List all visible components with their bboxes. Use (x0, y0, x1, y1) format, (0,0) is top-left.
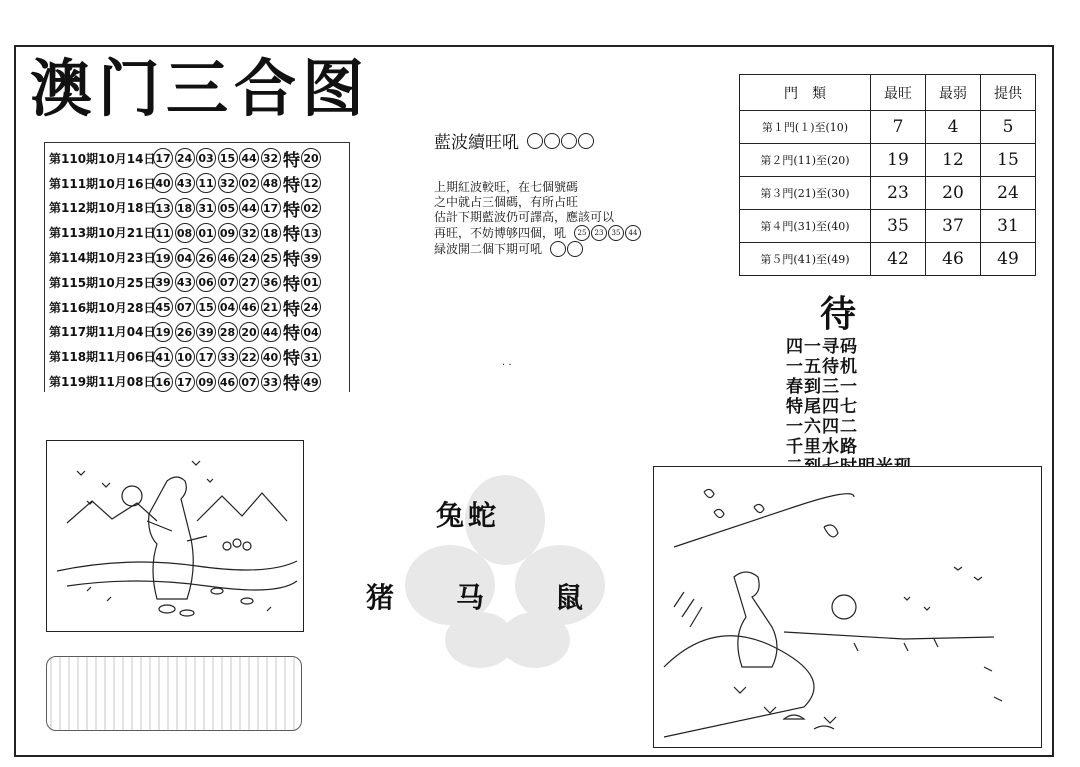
period-label: 第117期11月04日 (49, 325, 156, 340)
scholar-drawing (47, 441, 302, 630)
special-ball: 49 (301, 372, 321, 392)
mini-ball (561, 133, 577, 149)
number-ball: 13 (153, 198, 173, 218)
number-ball: 41 (153, 347, 173, 367)
number-ball: 33 (218, 347, 238, 367)
wave-title: 藍波續旺吼 (434, 133, 519, 153)
door-header-row (740, 75, 1036, 111)
wave-line: 之中就占三個碼，有所占旺 (434, 195, 579, 209)
special-label: 特 (283, 225, 300, 246)
poem-line: 一六四二 (786, 417, 858, 437)
number-ball: 07 (239, 372, 259, 392)
number-ball: 24 (239, 248, 259, 268)
special-ball: 02 (301, 198, 321, 218)
door-max: 42 (871, 243, 926, 276)
number-ball: 10 (175, 347, 195, 367)
number-ball: 05 (218, 198, 238, 218)
number-ball: 43 (175, 173, 195, 193)
history-row (49, 171, 349, 196)
door-offer: 5 (981, 111, 1036, 144)
special-label: 特 (283, 349, 300, 370)
number-ball: 01 (196, 223, 216, 243)
special-label: 特 (283, 374, 300, 395)
special-ball: 20 (301, 148, 321, 168)
door-label: 第２門(11)至(20) (740, 144, 871, 177)
number-ball: 18 (261, 223, 281, 243)
zodiac-horse: 马 (456, 581, 489, 614)
number-ball: 46 (218, 248, 238, 268)
mini-ball (567, 241, 583, 257)
fisherman-illustration (653, 466, 1042, 748)
special-label: 特 (283, 150, 300, 171)
wave-heading-balls (527, 133, 595, 149)
door-min: 4 (926, 111, 981, 144)
wave-line: 估計下期藍波仍可譯高，應該可以 (434, 210, 615, 224)
poem-line: 四一寻码 (786, 337, 858, 357)
door-offer: 49 (981, 243, 1036, 276)
wave-balls (550, 241, 584, 257)
period-label: 第119期11月08日 (49, 375, 156, 390)
door-row (740, 210, 1036, 243)
page-title: 澳门三合图 (30, 52, 371, 125)
door-min: 37 (926, 210, 981, 243)
wave-line: 上期紅波較旺，在七個號碼 (434, 180, 579, 194)
door-label: 第４門(31)至(40) (740, 210, 871, 243)
number-ball: 04 (218, 297, 238, 317)
smudged-note-box (46, 656, 302, 731)
door-max: 23 (871, 177, 926, 210)
number-ball: 17 (261, 198, 281, 218)
number-ball: 32 (239, 223, 259, 243)
door-table (739, 74, 1036, 276)
mini-ball: 44 (625, 225, 641, 241)
history-row (49, 196, 349, 221)
period-label: 第114期10月23日 (49, 251, 156, 266)
special-ball: 12 (301, 173, 321, 193)
poem-title: 待 (820, 293, 857, 335)
number-ball: 43 (175, 272, 195, 292)
number-ball: 32 (218, 173, 238, 193)
number-ball: 19 (153, 248, 173, 268)
number-ball: 07 (218, 272, 238, 292)
special-label: 特 (283, 175, 300, 196)
wave-line: 緑波開二個下期可吼 (434, 241, 543, 256)
zodiac-top: 兔蛇 (436, 499, 501, 532)
flower-watermark (400, 470, 610, 670)
period-label: 第110期10月14日 (49, 151, 156, 166)
door-row (740, 144, 1036, 177)
door-offer: 24 (981, 177, 1036, 210)
number-ball: 11 (196, 173, 216, 193)
number-ball: 17 (175, 372, 195, 392)
mini-ball: 25 (574, 225, 590, 241)
zodiac-rat: 鼠 (555, 581, 588, 614)
history-row (49, 320, 349, 345)
door-header: 最弱 (926, 75, 981, 111)
door-min: 46 (926, 243, 981, 276)
number-ball: 25 (261, 248, 281, 268)
number-ball: 11 (153, 223, 173, 243)
door-min: 12 (926, 144, 981, 177)
wave-balls (574, 225, 642, 241)
number-ball: 36 (261, 272, 281, 292)
number-ball: 44 (239, 198, 259, 218)
poem-line: 特尾四七 (786, 397, 858, 417)
period-label: 第111期10月16日 (49, 176, 156, 191)
number-ball: 18 (175, 198, 195, 218)
wave-line-with-balls (434, 241, 684, 257)
door-max: 35 (871, 210, 926, 243)
number-ball: 02 (239, 173, 259, 193)
number-ball: 15 (196, 297, 216, 317)
door-header: 提供 (981, 75, 1036, 111)
wave-heading (434, 128, 595, 153)
period-label: 第112期10月18日 (49, 201, 156, 216)
number-ball: 17 (196, 347, 216, 367)
number-ball: 46 (239, 297, 259, 317)
number-ball: 07 (175, 297, 195, 317)
special-label: 特 (283, 250, 300, 271)
door-header: 最旺 (871, 75, 926, 111)
wave-analysis (434, 180, 684, 257)
number-ball: 40 (153, 173, 173, 193)
history-table (44, 142, 350, 395)
mini-ball (544, 133, 560, 149)
period-label: 第118期11月06日 (49, 350, 156, 365)
history-row (49, 146, 349, 171)
door-max: 19 (871, 144, 926, 177)
poem-line: 千里水路 (786, 437, 858, 457)
number-ball: 06 (196, 272, 216, 292)
special-ball: 24 (301, 297, 321, 317)
number-ball: 17 (153, 148, 173, 168)
number-ball: 16 (153, 372, 173, 392)
number-ball: 48 (261, 173, 281, 193)
number-ball: 28 (218, 322, 238, 342)
number-ball: 39 (153, 272, 173, 292)
mini-ball (550, 241, 566, 257)
history-row (49, 369, 349, 394)
door-label: 第５門(41)至(49) (740, 243, 871, 276)
door-row (740, 177, 1036, 210)
wave-line: 再旺，不妨博够四個，吼 (434, 225, 567, 240)
number-ball: 46 (218, 372, 238, 392)
number-ball: 22 (239, 347, 259, 367)
number-ball: 15 (218, 148, 238, 168)
special-label: 特 (283, 324, 300, 345)
number-ball: 21 (261, 297, 281, 317)
mini-ball: 23 (591, 225, 607, 241)
number-ball: 44 (239, 148, 259, 168)
special-ball: 13 (301, 223, 321, 243)
door-offer: 15 (981, 144, 1036, 177)
scholar-illustration (46, 440, 304, 632)
number-ball: 03 (196, 148, 216, 168)
poem (786, 337, 912, 477)
door-max: 7 (871, 111, 926, 144)
special-ball: 04 (301, 322, 321, 342)
mini-ball: 35 (608, 225, 624, 241)
door-row (740, 111, 1036, 144)
number-ball: 08 (175, 223, 195, 243)
number-ball: 33 (261, 372, 281, 392)
special-label: 特 (283, 299, 300, 320)
number-ball: 39 (196, 322, 216, 342)
fisherman-drawing (654, 467, 1040, 746)
special-label: 特 (283, 274, 300, 295)
door-header: 門 類 (740, 75, 871, 111)
mini-ball (527, 133, 543, 149)
number-ball: 40 (261, 347, 281, 367)
special-ball: 31 (301, 347, 321, 367)
door-label: 第１門(１)至(10) (740, 111, 871, 144)
special-label: 特 (283, 200, 300, 221)
period-label: 第116期10月28日 (49, 300, 156, 315)
number-ball: 09 (196, 372, 216, 392)
number-ball: 27 (239, 272, 259, 292)
history-row (49, 245, 349, 270)
number-ball: 32 (261, 148, 281, 168)
poem-line: 一五待机 (786, 357, 858, 377)
history-row (49, 344, 349, 369)
mini-ball (578, 133, 594, 149)
number-ball: 20 (239, 322, 259, 342)
period-label: 第113期10月21日 (49, 226, 156, 241)
door-label: 第３門(21)至(30) (740, 177, 871, 210)
number-ball: 09 (218, 223, 238, 243)
special-ball: 01 (301, 272, 321, 292)
history-row (49, 295, 349, 320)
door-offer: 31 (981, 210, 1036, 243)
door-row (740, 243, 1036, 276)
wave-line-with-balls (434, 225, 684, 241)
number-ball: 31 (196, 198, 216, 218)
zodiac-pig: 猪 (366, 581, 399, 614)
number-ball: 26 (175, 322, 195, 342)
number-ball: 24 (175, 148, 195, 168)
poem-line: 春到三一 (786, 377, 858, 397)
number-ball: 26 (196, 248, 216, 268)
special-ball: 39 (301, 248, 321, 268)
stray-dots: . . (502, 357, 512, 368)
number-ball: 45 (153, 297, 173, 317)
number-ball: 44 (261, 322, 281, 342)
history-row (49, 220, 349, 245)
history-row (49, 270, 349, 295)
door-min: 20 (926, 177, 981, 210)
period-label: 第115期10月25日 (49, 275, 156, 290)
number-ball: 19 (153, 322, 173, 342)
number-ball: 04 (175, 248, 195, 268)
